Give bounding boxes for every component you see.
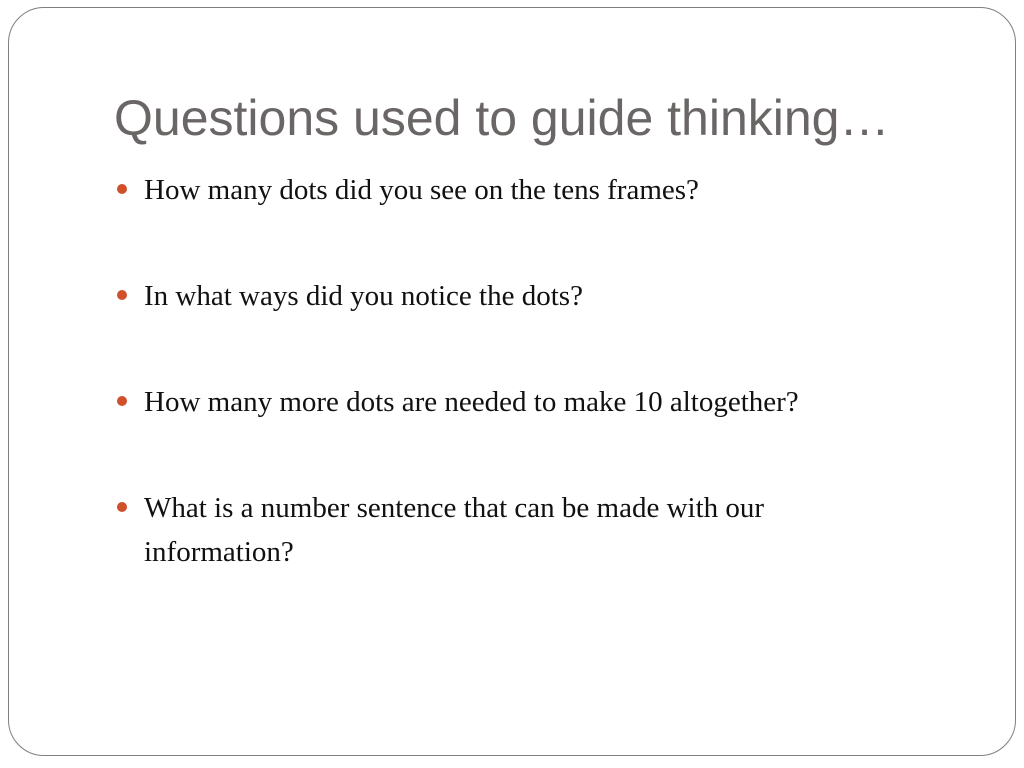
bullet-dot-icon [117,290,127,300]
bullet-dot-icon [117,396,127,406]
bullet-item [114,486,874,574]
bullet-text: How many more dots are needed to make 10 altogether? [144,386,799,418]
bullet-text: How many dots did you see on the tens frames? [144,174,699,206]
bullet-item [114,274,874,318]
bullet-list [114,168,874,636]
bullet-dot-icon [117,184,127,194]
bullet-item [114,168,874,212]
bullet-item [114,380,874,424]
slide-frame [8,7,1016,756]
bullet-dot-icon [117,502,127,512]
bullet-text: What is a number sentence that can be made with our information? [144,492,765,568]
bullet-text: In what ways did you notice the dots? [144,280,583,312]
slide-title: Questions used to guide thinking… [114,90,890,146]
